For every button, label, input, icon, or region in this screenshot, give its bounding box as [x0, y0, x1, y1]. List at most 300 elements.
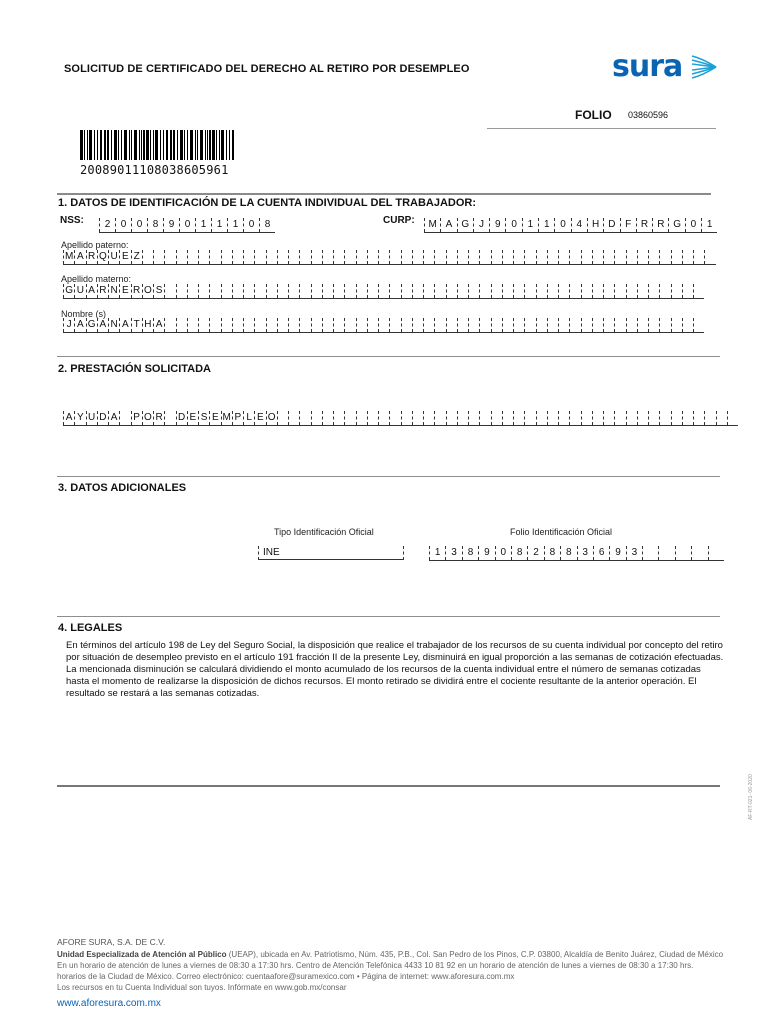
prestacion-char-box[interactable] [446, 411, 457, 425]
prestacion-char-box[interactable] [704, 411, 715, 425]
prestacion-char-box[interactable]: A [63, 411, 74, 425]
nombre-char-box[interactable] [322, 318, 333, 332]
prestacion-char-box[interactable]: E [254, 411, 265, 425]
curp-char-box[interactable]: 4 [571, 218, 587, 232]
prestacion-char-box[interactable]: S [198, 411, 209, 425]
prestacion-char-box[interactable] [659, 411, 670, 425]
materno-char-box[interactable] [569, 284, 580, 298]
curp-char-box[interactable]: R [636, 218, 652, 232]
nombre-char-box[interactable] [457, 318, 468, 332]
nombre-char-box[interactable] [423, 318, 434, 332]
prestacion-char-box[interactable] [716, 411, 727, 425]
curp-char-box[interactable]: D [603, 218, 619, 232]
materno-char-box[interactable] [682, 284, 693, 298]
nombre-char-box[interactable] [344, 318, 355, 332]
paterno-char-box[interactable] [434, 250, 445, 264]
folio-id-char-box[interactable]: 3 [626, 546, 642, 560]
barcode-bar [219, 130, 220, 160]
curp-char-box[interactable]: M [424, 218, 440, 232]
paterno-char-box[interactable] [536, 250, 547, 264]
materno-char-box[interactable] [592, 284, 603, 298]
materno-char-box[interactable]: E [119, 284, 130, 298]
nombre-char-box[interactable] [221, 318, 232, 332]
curp-char-box[interactable]: 1 [522, 218, 538, 232]
materno-char-box[interactable] [198, 284, 209, 298]
materno-char-box[interactable] [288, 284, 299, 298]
folio-id-char-box[interactable] [642, 546, 658, 560]
paterno-char-box[interactable] [648, 250, 659, 264]
nss-char-box[interactable]: 9 [163, 218, 179, 232]
folio-id-char-box[interactable]: 9 [478, 546, 494, 560]
prestacion-char-box[interactable] [468, 411, 479, 425]
materno-char-box[interactable] [659, 284, 670, 298]
nombre-char-box[interactable] [637, 318, 648, 332]
prestacion-char-box[interactable] [491, 411, 502, 425]
materno-char-box[interactable]: G [63, 284, 74, 298]
nombre-char-box[interactable] [479, 318, 490, 332]
folio-id-char-box[interactable] [675, 546, 691, 560]
materno-char-box[interactable] [671, 284, 682, 298]
materno-char-box[interactable] [614, 284, 625, 298]
prestacion-char-box[interactable] [558, 411, 569, 425]
nombre-char-box[interactable]: G [86, 318, 97, 332]
prestacion-char-box[interactable] [299, 411, 310, 425]
materno-char-box[interactable] [502, 284, 513, 298]
materno-char-box[interactable] [311, 284, 322, 298]
curp-field[interactable] [424, 218, 717, 232]
nombre-char-box[interactable] [491, 318, 502, 332]
nombre-char-box[interactable] [569, 318, 580, 332]
footer-website-link[interactable]: www.aforesura.com.mx [57, 998, 161, 1009]
nombre-char-box[interactable] [198, 318, 209, 332]
materno-char-box[interactable] [322, 284, 333, 298]
prestacion-char-box[interactable] [389, 411, 400, 425]
paterno-char-box[interactable] [446, 250, 457, 264]
paterno-char-box[interactable] [614, 250, 625, 264]
curp-char-box[interactable]: 0 [505, 218, 521, 232]
nombre-char-box[interactable] [254, 318, 265, 332]
folio-id-char-box[interactable]: 8 [560, 546, 576, 560]
paterno-char-box[interactable] [322, 250, 333, 264]
folio-id-char-box[interactable]: 8 [544, 546, 560, 560]
prestacion-char-box[interactable] [479, 411, 490, 425]
prestacion-char-box[interactable] [626, 411, 637, 425]
nombre-char-box[interactable] [502, 318, 513, 332]
paterno-char-box[interactable] [468, 250, 479, 264]
curp-char-box[interactable]: G [457, 218, 473, 232]
nombre-char-box[interactable]: A [74, 318, 85, 332]
barcode-bar [121, 130, 122, 160]
prestacion-char-box[interactable]: L [243, 411, 254, 425]
nombre-char-box[interactable]: A [153, 318, 164, 332]
folio-id-char-box[interactable] [691, 546, 707, 560]
prestacion-char-box[interactable] [401, 411, 412, 425]
paterno-char-box[interactable]: U [108, 250, 119, 264]
materno-char-box[interactable] [513, 284, 524, 298]
nombre-char-box[interactable] [693, 318, 704, 332]
nombre-char-box[interactable] [311, 318, 322, 332]
paterno-char-box[interactable] [558, 250, 569, 264]
nombre-char-box[interactable] [659, 318, 670, 332]
paterno-char-box[interactable]: Z [131, 250, 142, 264]
paterno-char-box[interactable] [356, 250, 367, 264]
curp-char-box[interactable]: 0 [554, 218, 570, 232]
prestacion-char-box[interactable] [524, 411, 535, 425]
prestacion-char-box[interactable] [344, 411, 355, 425]
barcode-number: 20089011108038605961 [80, 163, 229, 177]
paterno-char-box[interactable] [682, 250, 693, 264]
section3-title: 3. DATOS ADICIONALES [58, 482, 187, 494]
paterno-char-box[interactable] [569, 250, 580, 264]
nombre-char-box[interactable] [468, 318, 479, 332]
materno-char-box[interactable] [626, 284, 637, 298]
prestacion-char-box[interactable] [378, 411, 389, 425]
materno-char-box[interactable] [558, 284, 569, 298]
prestacion-char-box[interactable] [119, 411, 130, 425]
nombre-char-box[interactable] [434, 318, 445, 332]
paterno-char-box[interactable]: M [64, 251, 74, 262]
prestacion-char-box[interactable] [367, 411, 378, 425]
materno-char-box[interactable] [367, 284, 378, 298]
materno-char-box[interactable] [344, 284, 355, 298]
nss-char-box[interactable]: 0 [179, 218, 195, 232]
prestacion-char-box[interactable]: U [86, 411, 97, 425]
materno-char-box[interactable]: N [108, 284, 119, 298]
nombre-char-box[interactable] [266, 318, 277, 332]
barcode-bar [155, 130, 158, 160]
prestacion-char-box[interactable] [592, 411, 603, 425]
folio-id-char-box[interactable]: 9 [609, 546, 625, 560]
nombre-char-box[interactable]: A [97, 318, 108, 332]
paterno-char-box[interactable] [412, 250, 423, 264]
nombre-char-box[interactable] [209, 318, 220, 332]
materno-char-box[interactable] [536, 284, 547, 298]
paterno-char-box[interactable] [592, 250, 603, 264]
materno-char-box[interactable] [277, 284, 288, 298]
paterno-char-box[interactable] [367, 250, 378, 264]
materno-char-box[interactable] [243, 284, 254, 298]
materno-char-box[interactable] [491, 284, 502, 298]
nombre-char-box[interactable] [176, 318, 187, 332]
materno-char-box[interactable]: A [86, 284, 97, 298]
prestacion-char-box[interactable] [502, 411, 513, 425]
nombre-char-box[interactable] [187, 318, 198, 332]
nss-char-box[interactable]: 8 [259, 218, 275, 232]
nombre-char-box[interactable] [513, 318, 524, 332]
nombre-char-box[interactable] [446, 318, 457, 332]
materno-char-box[interactable] [412, 284, 423, 298]
curp-char-box[interactable]: 0 [685, 218, 701, 232]
paterno-char-box[interactable] [401, 250, 412, 264]
paterno-char-box[interactable] [176, 250, 187, 264]
prestacion-char-box[interactable]: R [153, 411, 164, 425]
prestacion-char-box[interactable] [412, 411, 423, 425]
prestacion-char-box[interactable] [547, 411, 558, 425]
folio-id-char-box[interactable]: 3 [445, 546, 461, 560]
prestacion-char-box[interactable] [693, 411, 704, 425]
curp-char-box[interactable]: 9 [489, 218, 505, 232]
prestacion-char-box[interactable] [671, 411, 682, 425]
materno-char-box[interactable] [221, 284, 232, 298]
nombre-char-box[interactable] [581, 318, 592, 332]
nombre-char-box[interactable] [558, 318, 569, 332]
paterno-char-box[interactable] [389, 250, 400, 264]
nombre-char-box[interactable] [626, 318, 637, 332]
folio-id-char-box[interactable]: 8 [462, 546, 478, 560]
nombre-char-box[interactable] [232, 318, 243, 332]
folio-id-char-box[interactable]: 0 [495, 546, 511, 560]
folio-id-char-box[interactable]: 1 [429, 546, 445, 560]
nss-field[interactable] [99, 218, 275, 232]
nombre-char-box[interactable] [671, 318, 682, 332]
materno-char-box[interactable] [378, 284, 389, 298]
paterno-char-box[interactable] [524, 250, 535, 264]
nombre-char-box[interactable] [547, 318, 558, 332]
materno-char-box[interactable] [299, 284, 310, 298]
materno-char-box[interactable]: U [74, 284, 85, 298]
materno-char-box[interactable] [209, 284, 220, 298]
paterno-char-box[interactable] [153, 250, 164, 264]
nombre-char-box[interactable] [299, 318, 310, 332]
nss-char-box[interactable]: 1 [211, 218, 227, 232]
paterno-char-box[interactable] [547, 250, 558, 264]
paterno-char-box[interactable] [187, 250, 198, 264]
barcode-bar [207, 130, 208, 160]
nombre-char-box[interactable] [536, 318, 547, 332]
tipo-id-label: Tipo Identificación Oficial [274, 527, 374, 537]
materno-char-box[interactable] [446, 284, 457, 298]
nombre-char-box[interactable] [389, 318, 400, 332]
nombre-char-box[interactable] [603, 318, 614, 332]
nombre-label: Nombre (s) [61, 309, 107, 319]
prestacion-char-box[interactable]: A [108, 411, 119, 425]
nss-char-box[interactable]: 2 [99, 218, 115, 232]
paterno-char-box[interactable] [671, 250, 682, 264]
paterno-char-box[interactable]: R [86, 250, 97, 264]
curp-char-box[interactable]: H [587, 218, 603, 232]
paterno-char-box[interactable] [491, 250, 502, 264]
nombre-char-box[interactable] [682, 318, 693, 332]
paterno-char-box[interactable] [198, 250, 209, 264]
curp-char-box[interactable]: 1 [701, 218, 717, 232]
prestacion-char-box[interactable] [311, 411, 322, 425]
prestacion-char-box[interactable] [614, 411, 625, 425]
paterno-char-box[interactable] [221, 250, 232, 264]
nombre-char-box[interactable] [412, 318, 423, 332]
materno-char-box[interactable] [603, 284, 614, 298]
materno-char-box[interactable]: R [97, 284, 108, 298]
materno-char-box[interactable] [266, 284, 277, 298]
prestacion-field[interactable] [63, 411, 738, 425]
paterno-char-box[interactable] [142, 250, 153, 264]
prestacion-char-box[interactable] [164, 411, 175, 425]
folio-id-char-box[interactable] [658, 546, 674, 560]
nombre-char-box[interactable]: T [131, 318, 142, 332]
prestacion-char-box[interactable] [333, 411, 344, 425]
curp-char-box[interactable]: 1 [538, 218, 554, 232]
paterno-char-box[interactable] [243, 250, 254, 264]
prestacion-char-box[interactable] [727, 411, 738, 425]
prestacion-char-box[interactable]: M [222, 412, 231, 423]
prestacion-char-box[interactable] [648, 411, 659, 425]
nombre-char-box[interactable] [614, 318, 625, 332]
materno-char-box[interactable] [333, 284, 344, 298]
materno-char-box[interactable] [581, 284, 592, 298]
nombre-char-box[interactable]: A [119, 318, 130, 332]
paterno-char-box[interactable]: E [119, 250, 130, 264]
paterno-char-box[interactable] [311, 250, 322, 264]
nss-char-box[interactable]: 0 [131, 218, 147, 232]
materno-char-box[interactable] [457, 284, 468, 298]
paterno-char-box[interactable] [693, 250, 704, 264]
nss-char-box[interactable]: 0 [243, 218, 259, 232]
materno-char-box[interactable] [164, 284, 175, 298]
prestacion-char-box[interactable] [457, 411, 468, 425]
nombre-field[interactable] [63, 318, 704, 332]
curp-char-box[interactable]: J [473, 218, 489, 232]
legal-bottom-rule [57, 785, 720, 787]
nombre-char-box[interactable]: H [142, 318, 153, 332]
nombre-char-box[interactable] [524, 318, 535, 332]
paterno-field[interactable] [63, 250, 716, 264]
paterno-char-box[interactable] [423, 250, 434, 264]
nombre-char-box[interactable]: J [63, 318, 74, 332]
prestacion-char-box[interactable]: O [142, 411, 153, 425]
prestacion-char-box[interactable] [277, 411, 288, 425]
paterno-char-box[interactable] [277, 250, 288, 264]
tipo-id-field[interactable]: INE [258, 546, 404, 560]
materno-char-box[interactable] [434, 284, 445, 298]
prestacion-char-box[interactable] [423, 411, 434, 425]
paterno-char-box[interactable] [288, 250, 299, 264]
materno-char-box[interactable] [693, 284, 704, 298]
paterno-char-box[interactable] [603, 250, 614, 264]
prestacion-char-box[interactable]: E [209, 411, 220, 425]
materno-char-box[interactable] [648, 284, 659, 298]
prestacion-char-box[interactable] [637, 411, 648, 425]
materno-char-box[interactable]: R [131, 284, 142, 298]
paterno-char-box[interactable] [502, 250, 513, 264]
nombre-char-box[interactable] [288, 318, 299, 332]
paterno-char-box[interactable]: A [74, 250, 85, 264]
prestacion-char-box[interactable] [536, 411, 547, 425]
prestacion-char-box[interactable] [581, 411, 592, 425]
paterno-char-box[interactable] [254, 250, 265, 264]
prestacion-char-box[interactable] [603, 411, 614, 425]
folio-id-char-box[interactable]: 3 [577, 546, 593, 560]
prestacion-char-box[interactable]: O [266, 411, 277, 425]
materno-char-box[interactable] [232, 284, 243, 298]
prestacion-char-box[interactable] [288, 411, 299, 425]
paterno-char-box[interactable] [581, 250, 592, 264]
paterno-char-box[interactable] [232, 250, 243, 264]
paterno-char-box[interactable] [637, 250, 648, 264]
materno-field[interactable] [63, 284, 704, 298]
barcode-bar [139, 130, 140, 160]
prestacion-char-box[interactable]: E [187, 411, 198, 425]
prestacion-char-box[interactable]: D [176, 411, 187, 425]
nss-char-box[interactable]: 8 [147, 218, 163, 232]
paterno-char-box[interactable] [659, 250, 670, 264]
materno-char-box[interactable] [468, 284, 479, 298]
materno-char-box[interactable] [176, 284, 187, 298]
prestacion-char-box[interactable]: P [232, 411, 243, 425]
paterno-char-box[interactable] [164, 250, 175, 264]
materno-char-box[interactable] [423, 284, 434, 298]
folio-id-char-box[interactable]: 6 [593, 546, 609, 560]
nombre-char-box[interactable] [333, 318, 344, 332]
prestacion-char-box[interactable] [682, 411, 693, 425]
materno-char-box[interactable] [254, 284, 265, 298]
nombre-char-box[interactable]: N [108, 318, 119, 332]
prestacion-char-box[interactable] [356, 411, 367, 425]
curp-char-box[interactable]: G [668, 218, 684, 232]
folio-id-char-box[interactable] [708, 546, 724, 560]
prestacion-char-box[interactable] [569, 411, 580, 425]
nombre-char-box[interactable] [648, 318, 659, 332]
paterno-char-box[interactable] [333, 250, 344, 264]
section1-rule [57, 193, 711, 195]
curp-char-box[interactable]: R [652, 218, 668, 232]
prestacion-char-box[interactable] [513, 411, 524, 425]
materno-char-box[interactable] [356, 284, 367, 298]
paterno-char-box[interactable] [209, 250, 220, 264]
paterno-char-box[interactable] [479, 250, 490, 264]
barcode-bar [216, 130, 217, 160]
curp-char-box[interactable]: F [620, 218, 636, 232]
nombre-char-box[interactable] [356, 318, 367, 332]
paterno-char-box[interactable] [513, 250, 524, 264]
nss-char-box[interactable]: 1 [227, 218, 243, 232]
paterno-char-box[interactable] [344, 250, 355, 264]
prestacion-char-box[interactable]: P [131, 411, 142, 425]
folio-id-field[interactable] [429, 546, 724, 560]
nombre-char-box[interactable] [277, 318, 288, 332]
nombre-char-box[interactable] [367, 318, 378, 332]
nombre-char-box[interactable] [592, 318, 603, 332]
materno-char-box[interactable] [401, 284, 412, 298]
materno-char-box[interactable] [187, 284, 198, 298]
materno-char-box[interactable] [524, 284, 535, 298]
materno-char-box[interactable]: S [153, 284, 164, 298]
curp-char-box[interactable]: A [440, 218, 456, 232]
prestacion-char-box[interactable]: D [97, 411, 108, 425]
nombre-char-box[interactable] [164, 318, 175, 332]
nombre-char-box[interactable] [401, 318, 412, 332]
paterno-char-box[interactable] [378, 250, 389, 264]
folio-id-char-box[interactable]: 2 [527, 546, 543, 560]
paterno-char-box[interactable] [299, 250, 310, 264]
paterno-char-box[interactable] [626, 250, 637, 264]
materno-char-box[interactable]: O [142, 284, 153, 298]
paterno-char-box[interactable] [704, 250, 715, 264]
paterno-char-box[interactable]: Q [97, 250, 108, 264]
folio-id-char-box[interactable]: 8 [511, 546, 527, 560]
materno-char-box[interactable] [479, 284, 490, 298]
nss-char-box[interactable]: 1 [195, 218, 211, 232]
materno-char-box[interactable] [547, 284, 558, 298]
nombre-char-box[interactable] [378, 318, 389, 332]
materno-char-box[interactable] [637, 284, 648, 298]
nss-char-box[interactable]: 0 [115, 218, 131, 232]
materno-char-box[interactable] [389, 284, 400, 298]
paterno-char-box[interactable] [266, 250, 277, 264]
prestacion-char-box[interactable]: Y [74, 411, 85, 425]
nombre-char-box[interactable] [243, 318, 254, 332]
prestacion-char-box[interactable] [322, 411, 333, 425]
paterno-char-box[interactable] [457, 250, 468, 264]
prestacion-char-box[interactable] [434, 411, 445, 425]
